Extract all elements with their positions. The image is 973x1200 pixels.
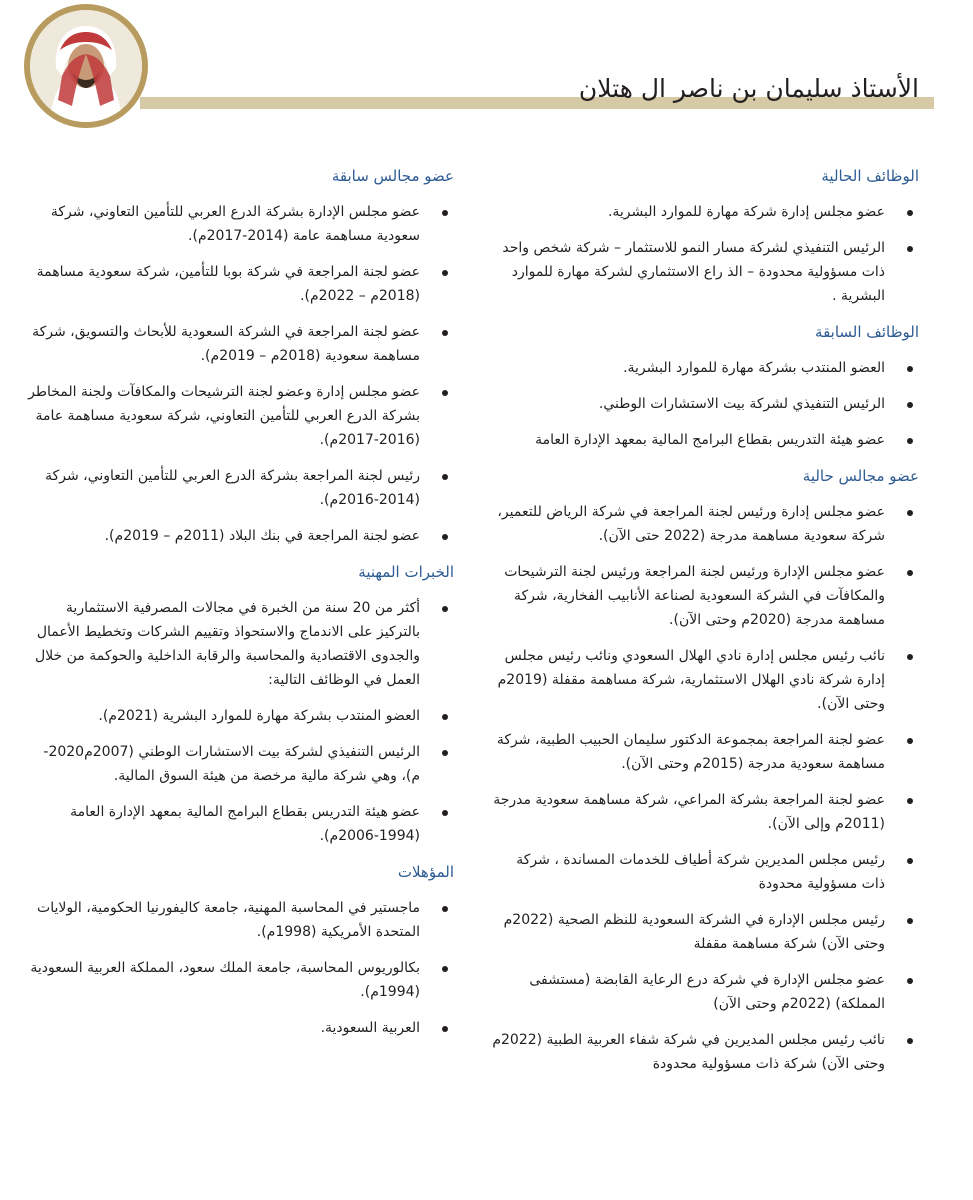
list-item: رئيس مجلس الإدارة في الشركة السعودية للنظم الصحية (2022م وحتى الآن) شركة مساهمة مقفلة xyxy=(490,908,919,956)
qualifications-section xyxy=(28,862,454,1040)
list-item: عضو لجنة المراجعة بشركة المراعي، شركة مساهمة سعودية مدرجة (2011م وإلى الآن). xyxy=(490,788,919,836)
list-item: رئيس مجلس المديرين شركة أطياف للخدمات المساندة ، شركة ذات مسؤولية محدودة xyxy=(490,848,919,896)
list-item: ماجستير في المحاسبة المهنية، جامعة كاليفورنيا الحكومية، الولايات المتحدة الأمريكية (1998م). xyxy=(28,896,454,944)
list-item: العضو المنتدب بشركة مهارة للموارد البشرية (2021م). xyxy=(28,704,454,728)
list-item: عضو لجنة المراجعة بمجموعة الدكتور سليمان الحبيب الطبية، شركة مساهمة سعودية مدرجة (2015م وحتى الآن). xyxy=(490,728,919,776)
page-title: الأستاذ سليمان بن ناصر ال هتلان xyxy=(578,74,919,103)
previous-positions-title: الوظائف السابقة xyxy=(815,323,919,341)
professional-experience-title: الخبرات المهنية xyxy=(358,563,454,581)
qualifications-title: المؤهلات xyxy=(397,863,454,881)
list-item: رئيس لجنة المراجعة بشركة الدرع العربي للتأمين التعاوني، شركة (2014-2016م). xyxy=(28,464,454,512)
avatar xyxy=(24,4,148,128)
list-item: عضو مجلس الإدارة ورئيس لجنة المراجعة ورئيس لجنة الترشيحات والمكافآت في الشركة السعودية لصناعة الأنابيب الفخارية، شركة مساهمة مدرجة (2020م وحتى الآن). xyxy=(490,560,919,632)
list-item: عضو مجلس الإدارة بشركة الدرع العربي للتأمين التعاوني، شركة سعودية مساهمة عامة (2014-2017م). xyxy=(28,200,454,248)
list-item: عضو هيئة التدريس بقطاع البرامج المالية بمعهد الإدارة العامة xyxy=(490,428,919,452)
previous-boards-title: عضو مجالس سابقة xyxy=(331,167,454,185)
left-column xyxy=(28,166,454,1054)
list-item: بكالوريوس المحاسبة، جامعة الملك سعود، المملكة العربية السعودية (1994م). xyxy=(28,956,454,1004)
current-boards-title: عضو مجالس حالية xyxy=(802,467,919,485)
list-item: عضو لجنة المراجعة في بنك البلاد (2011م – 2019م). xyxy=(28,524,454,548)
list-item: عضو لجنة المراجعة في الشركة السعودية للأبحاث والتسويق، شركة مساهمة سعودية (2018م – 2019م). xyxy=(28,320,454,368)
list-item: عضو لجنة المراجعة في شركة بوبا للتأمين، شركة سعودية مساهمة (2018م – 2022م). xyxy=(28,260,454,308)
list-item: العضو المنتدب بشركة مهارة للموارد البشرية. xyxy=(490,356,919,380)
current-boards-list xyxy=(490,500,919,1076)
list-item: عضو مجلس إدارة وعضو لجنة الترشيحات والمكافآت ولجنة المخاطر بشركة الدرع العربي للتأمين التعاوني، شركة سعودية مساهمة عامة (2016-2017م). xyxy=(28,380,454,452)
list-item: الرئيس التنفيذي لشركة بيت الاستشارات الوطني (2007م2020-م)، وهي شركة مالية مرخصة من هيئة السوق المالية. xyxy=(28,740,454,788)
list-item: العربية السعودية. xyxy=(28,1016,454,1040)
current-positions-section xyxy=(490,166,919,308)
list-item: أكثر من 20 سنة من الخبرة في مجالات المصرفية الاستثمارية بالتركيز على الاندماج والاستحواذ وتقييم الشركات وتخطيط الأعمال والجدوى الاقتصادية والمحاسبة والرقابة الداخلية والحوكمة من خلال العمل في الوظائف التالية: xyxy=(28,596,454,692)
professional-experience-section xyxy=(28,562,454,848)
current-positions-title: الوظائف الحالية xyxy=(821,167,919,185)
previous-positions-section xyxy=(490,322,919,452)
list-item: عضو مجلس إدارة شركة مهارة للموارد البشرية. xyxy=(490,200,919,224)
qualifications-list xyxy=(28,896,454,1040)
list-item: نائب رئيس مجلس إدارة نادي الهلال السعودي ونائب رئيس مجلس إدارة شركة نادي الهلال الاستثمارية، شركة مساهمة مقفلة (2019م وحتى الآن). xyxy=(490,644,919,716)
list-item: عضو مجلس الإدارة في شركة درع الرعاية القابضة (مستشفى المملكة) (2022م وحتى الآن) xyxy=(490,968,919,1016)
current-positions-list xyxy=(490,200,919,308)
previous-boards-list xyxy=(28,200,454,548)
list-item: نائب رئيس مجلس المديرين في شركة شفاء العربية الطبية (2022م وحتى الآن) شركة ذات مسؤولية محدودة xyxy=(490,1028,919,1076)
portrait-icon xyxy=(30,10,142,122)
previous-positions-list xyxy=(490,356,919,452)
professional-experience-list xyxy=(28,596,454,848)
list-item: الرئيس التنفيذي لشركة مسار النمو للاستثمار – شركة شخص واحد ذات مسؤولية محدودة – الذ راع الاستثماري لشركة مهارة للموارد البشرية . xyxy=(490,236,919,308)
list-item: عضو مجلس إدارة ورئيس لجنة المراجعة في شركة الرياض للتعمير، شركة سعودية مساهمة مدرجة (2022 حتى الآن). xyxy=(490,500,919,548)
list-item: الرئيس التنفيذي لشركة بيت الاستشارات الوطني. xyxy=(490,392,919,416)
previous-boards-section xyxy=(28,166,454,548)
current-boards-section xyxy=(490,466,919,1076)
list-item: عضو هيئة التدريس بقطاع البرامج المالية بمعهد الإدارة العامة (1994-2006م). xyxy=(28,800,454,848)
right-column xyxy=(490,166,919,1090)
